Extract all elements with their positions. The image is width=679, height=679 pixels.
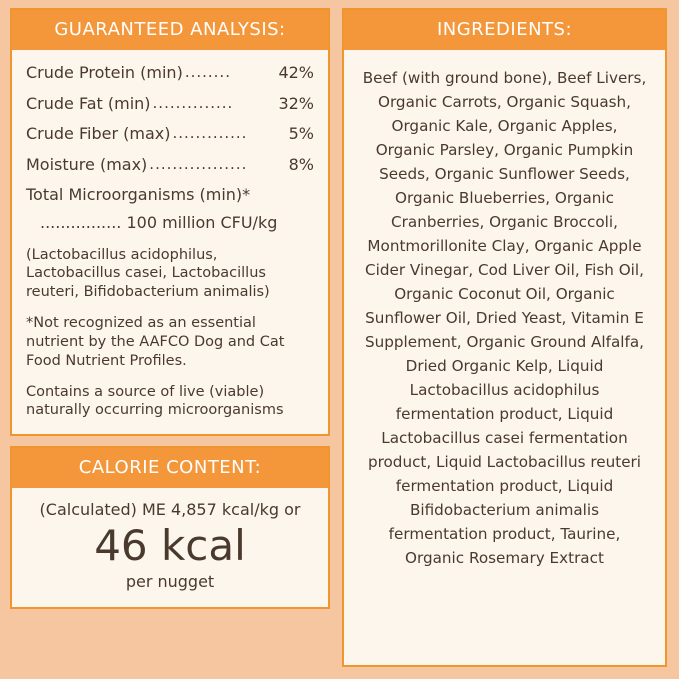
calorie-per-nugget-label: per nugget [125, 571, 215, 591]
nutrient-value: 42% [278, 63, 314, 82]
nutrient-value: 5% [288, 124, 314, 144]
right-column [342, 8, 667, 667]
microorganisms-value: ................ 100 million CFU/kg [40, 212, 278, 232]
dot-leader: ........ [184, 63, 231, 81]
table-row [26, 123, 314, 145]
nutrient-value: 32% [278, 93, 314, 113]
cultures-note: (Lactobacillus acidophilus, Lactobacillus casei, Lactobacillus reuteri, Bifidobacterium animalis) [26, 246, 270, 301]
calorie-content-header: CALORIE CONTENT: [12, 448, 328, 488]
nutrient-label: Crude Fat (min) [26, 93, 151, 113]
table-row [26, 93, 314, 115]
table-row [26, 154, 314, 176]
guaranteed-analysis-header: GUARANTEED ANALYSIS: [12, 10, 328, 50]
calorie-per-nugget-value: 46 kcal [94, 521, 246, 571]
aafco-note: *Not recognized as an essential nutrient by the AAFCO Dog and Cat Food Nutrient Profiles. [26, 315, 285, 369]
ingredients-text: Beef (with ground bone), Beef Livers, Organic Carrots, Organic Squash, Organic Kale, Organic Apples, Organic Parsley, Organic Pumpkin Seeds, Organic Sunflower Seeds, Organic Blueberries, Organic Cranberries, Organic Broccoli, Montmorillonite Clay, Organic Apple Cider Vinegar, Cod Liver Oil, Fish Oil, Organic Coconut Oil, Organic Sunflower Oil, Dried Yeast, Vitamin E Supplement, Organic Ground Alfalfa, Dried Organic Kelp, Liquid Lactobacillus acidophilus fermentation product, Liquid Lactobacillus casei fermentation product, Liquid Lactobacillus reuteri fermentation product, Liquid Bifidobacterium animalis fermentation product, Taurine, Organic Rosemary Extract [362, 69, 647, 568]
live-microorganisms-note: Contains a source of live (viable) naturally occurring microorganisms [26, 383, 284, 419]
nutrient-label: Crude Fiber (max) [26, 124, 171, 144]
dot-leader: ............. [172, 124, 248, 143]
calorie-content-panel [10, 446, 330, 608]
calorie-content-body [12, 488, 328, 606]
nutrient-label: Crude Protein (min) [26, 63, 183, 82]
calorie-calculated-me: (Calculated) ME 4,857 kcal/kg or [39, 500, 301, 520]
microorganisms-label: Total Microorganisms (min)* [26, 185, 251, 205]
guaranteed-analysis-panel [10, 8, 330, 436]
nutrient-label: Moisture (max) [26, 154, 148, 174]
left-column [10, 8, 330, 667]
dot-leader: .............. [152, 93, 234, 112]
guaranteed-analysis-body [12, 50, 328, 434]
dot-leader: ................. [149, 154, 248, 173]
table-row [26, 62, 314, 84]
nutrient-value: 8% [288, 154, 314, 174]
ingredients-header: INGREDIENTS: [344, 10, 665, 50]
ingredients-panel [342, 8, 667, 667]
